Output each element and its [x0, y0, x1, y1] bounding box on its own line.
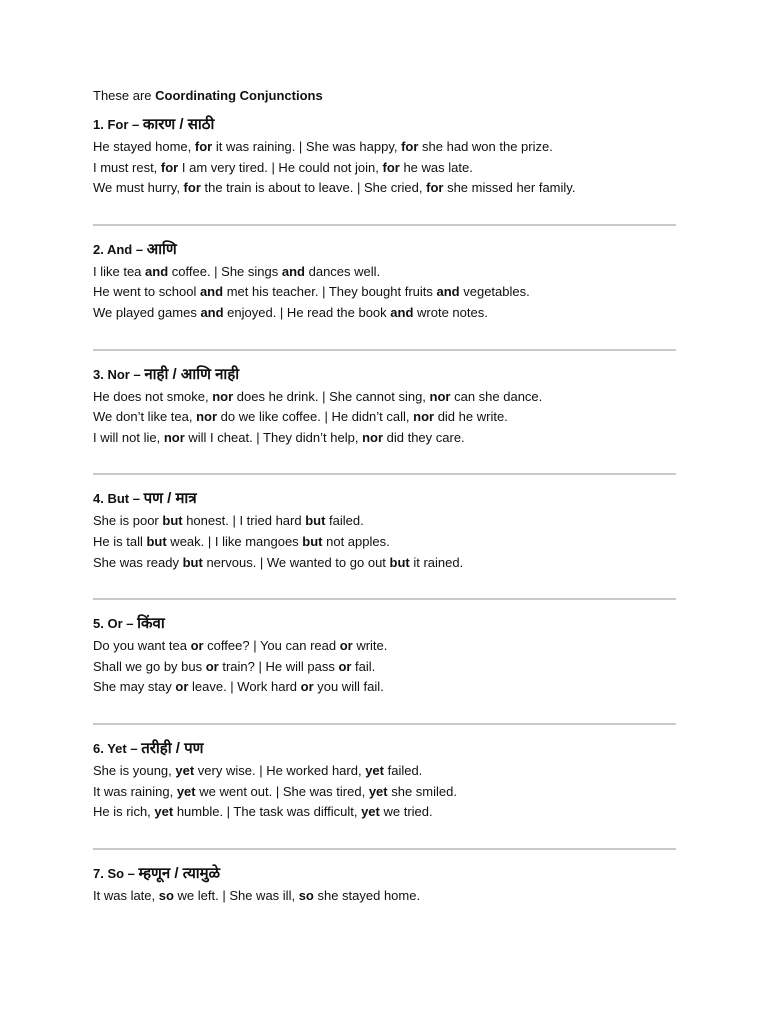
example-text: train? | He will pass — [218, 658, 339, 674]
section-heading-english: 2. And – — [93, 241, 144, 257]
conjunction-word: or — [300, 679, 314, 695]
example-text: she stayed home. — [313, 887, 421, 903]
sections-container — [93, 115, 676, 906]
example-line — [93, 511, 676, 532]
example-text: It was raining, — [93, 783, 177, 799]
conjunction-word: nor — [212, 388, 234, 404]
conjunction-word: but — [302, 533, 323, 549]
example-text: enjoyed. | He read the book — [223, 304, 391, 320]
conjunction-section — [93, 489, 676, 573]
section-heading-marathi: किंवा — [137, 615, 165, 633]
section-heading-english: 7. So – — [93, 865, 135, 881]
conjunction-word: for — [426, 180, 444, 196]
example-text: honest. | I tried hard — [182, 513, 306, 529]
conjunction-word: nor — [196, 409, 218, 425]
example-line — [93, 282, 676, 303]
example-text: Shall we go by bus — [93, 658, 206, 674]
example-text: very wise. | He worked hard, — [194, 762, 366, 778]
document-page — [93, 87, 676, 906]
example-line — [93, 262, 676, 283]
example-text: did they care. — [383, 429, 465, 445]
example-line — [93, 636, 676, 657]
section-heading-english: 6. Yet – — [93, 740, 138, 756]
example-text: nervous. | We wanted to go out — [202, 554, 390, 570]
example-text: She may stay — [93, 679, 176, 695]
example-text: We played games — [93, 304, 201, 320]
example-line — [93, 137, 676, 158]
example-text: It was late, — [93, 887, 159, 903]
intro-prefix: These are — [93, 88, 156, 103]
conjunction-word: yet — [154, 804, 174, 820]
section-heading-marathi: पण / मात्र — [143, 490, 197, 508]
conjunction-word: or — [175, 679, 189, 695]
conjunction-word: or — [205, 658, 219, 674]
example-line — [93, 802, 676, 823]
example-text: can she dance. — [450, 388, 543, 404]
conjunction-word: yet — [361, 804, 380, 820]
example-text: write. — [352, 638, 388, 654]
example-text: She is young, — [93, 762, 176, 778]
example-text: we tried. — [379, 804, 433, 820]
section-heading — [93, 739, 676, 759]
example-line — [93, 303, 676, 324]
conjunction-word: or — [190, 638, 204, 654]
example-text: she smiled. — [387, 783, 457, 799]
example-line — [93, 657, 676, 678]
conjunction-word: and — [200, 304, 224, 320]
conjunction-word: yet — [365, 762, 384, 778]
example-text: failed. — [325, 513, 364, 529]
example-text: humble. | The task was difficult, — [173, 804, 362, 820]
example-text: We don’t like tea, — [93, 409, 197, 425]
conjunction-word: so — [158, 887, 174, 903]
example-line — [93, 553, 676, 574]
example-text: she had won the prize. — [418, 139, 553, 154]
conjunction-word: for — [382, 159, 400, 175]
conjunction-word: and — [281, 263, 305, 279]
example-text: I am very tired. | He could not join, — [178, 159, 383, 175]
example-line — [93, 532, 676, 553]
example-text: you will fail. — [313, 679, 384, 695]
example-text: dances well. — [305, 263, 381, 279]
example-text: Do you want tea — [93, 638, 191, 654]
example-text: He went to school — [93, 284, 200, 300]
conjunction-word: and — [436, 284, 460, 300]
example-text: do we like coffee. | He didn’t call, — [217, 409, 414, 425]
example-text: She was ready — [93, 554, 183, 570]
section-heading-marathi: आणि — [146, 240, 177, 258]
conjunction-word: for — [194, 139, 213, 154]
example-text: will I cheat. | They didn’t help, — [184, 429, 363, 445]
example-text: we went out. | She was tired, — [195, 783, 369, 799]
example-line — [93, 407, 676, 428]
conjunction-section — [93, 864, 676, 907]
example-text: did he write. — [434, 409, 508, 425]
conjunction-word: but — [305, 513, 326, 529]
example-line — [93, 886, 676, 907]
conjunction-section — [93, 365, 676, 449]
example-text: he was late. — [399, 159, 473, 175]
section-heading — [93, 614, 676, 634]
section-heading-english: 1. For – — [93, 117, 140, 132]
section-divider — [93, 473, 676, 475]
conjunction-word: but — [389, 554, 410, 570]
example-text: does he drink. | She cannot sing, — [233, 388, 430, 404]
example-text: she missed her family. — [443, 180, 576, 196]
example-text: failed. — [383, 762, 423, 778]
section-heading-english: 5. Or – — [93, 616, 134, 632]
example-line — [93, 677, 676, 698]
conjunction-word: or — [338, 658, 352, 674]
example-line — [93, 761, 676, 782]
conjunction-word: and — [199, 284, 224, 300]
intro-line — [93, 87, 676, 105]
conjunction-word: yet — [176, 783, 196, 799]
section-divider — [93, 723, 676, 725]
section-divider — [93, 598, 676, 600]
conjunction-word: nor — [362, 429, 384, 445]
example-text: it was raining. | She was happy, — [212, 139, 402, 154]
example-line — [93, 158, 676, 179]
conjunction-word: for — [183, 180, 201, 196]
example-text: vegetables. — [459, 284, 530, 300]
example-text: We must hurry, — [93, 180, 184, 196]
conjunction-section — [93, 614, 676, 698]
section-heading-marathi: नाही / आणि नाही — [144, 365, 240, 383]
section-heading-marathi: कारण / साठी — [142, 116, 215, 133]
section-heading — [93, 489, 676, 509]
conjunction-word: yet — [175, 762, 195, 778]
section-divider — [93, 224, 676, 226]
conjunction-word: but — [162, 513, 183, 529]
conjunction-word: so — [298, 887, 314, 903]
example-text: I will not lie, — [93, 429, 164, 445]
example-text: She is poor — [93, 513, 163, 529]
example-text: it rained. — [409, 554, 464, 570]
section-heading — [93, 240, 676, 260]
section-divider — [93, 848, 676, 850]
conjunction-word: and — [145, 263, 169, 279]
example-text: we left. | She was ill, — [173, 887, 299, 903]
example-text: He stayed home, — [93, 139, 195, 154]
section-heading — [93, 365, 676, 385]
section-heading — [93, 115, 676, 135]
conjunction-word: but — [182, 554, 203, 570]
conjunction-word: nor — [163, 429, 185, 445]
conjunction-word: but — [146, 533, 167, 549]
conjunction-word: for — [401, 139, 419, 154]
section-heading — [93, 864, 676, 884]
example-text: weak. | I like mangoes — [166, 533, 303, 549]
example-text: met his teacher. | They bought fruits — [223, 284, 437, 300]
example-text: I like tea — [93, 263, 146, 279]
example-text: coffee? | You can read — [203, 638, 340, 654]
conjunction-word: nor — [429, 388, 451, 404]
conjunction-word: for — [160, 159, 179, 175]
example-text: I must rest, — [93, 159, 161, 175]
example-text: He is tall — [93, 533, 147, 549]
example-text: fail. — [351, 658, 376, 674]
conjunction-section — [93, 739, 676, 823]
conjunction-word: and — [390, 304, 414, 320]
example-line — [93, 178, 676, 199]
example-line — [93, 428, 676, 449]
conjunction-word: nor — [413, 409, 435, 425]
conjunction-section — [93, 115, 676, 199]
section-heading-marathi: म्हणून / त्यामुळे — [138, 864, 221, 882]
example-line — [93, 387, 676, 408]
example-text: coffee. | She sings — [168, 263, 282, 279]
conjunction-word: or — [339, 638, 353, 654]
conjunction-word: yet — [368, 783, 388, 799]
intro-bold-title: Coordinating Conjunctions — [155, 88, 323, 103]
example-text: the train is about to leave. | She cried, — [200, 180, 427, 196]
section-divider — [93, 349, 676, 351]
example-line — [93, 782, 676, 803]
example-text: wrote notes. — [413, 304, 488, 320]
section-heading-marathi: तरीही / पण — [141, 739, 204, 757]
conjunction-section — [93, 240, 676, 324]
section-heading-english: 3. Nor – — [93, 366, 141, 382]
example-text: leave. | Work hard — [188, 679, 301, 695]
example-text: not apples. — [322, 533, 390, 549]
example-text: He is rich, — [93, 804, 155, 820]
example-text: He does not smoke, — [93, 388, 213, 404]
section-heading-english: 4. But – — [93, 491, 140, 507]
